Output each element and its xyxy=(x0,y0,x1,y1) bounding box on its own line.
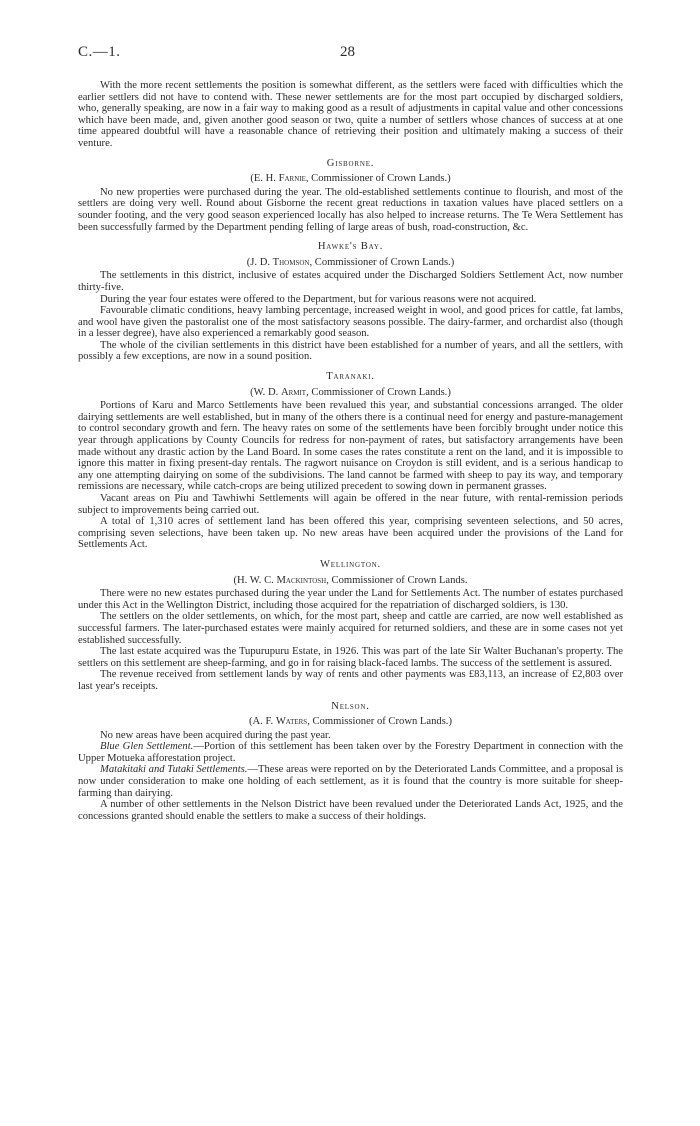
settlement-title: Blue Glen Settlement. xyxy=(100,741,194,753)
paragraph: A total of 1,310 acres of settlement land has been offered this year, comprising seventeen selections, and 50 acres, comprising seven selections, have been taken up. No new areas have been acquired under the provisions of the Land for Settlements Act. xyxy=(78,516,623,551)
section-heading-wellington: Wellington. xyxy=(320,558,381,570)
section-heading-taranaki: Taranaki. xyxy=(326,371,375,383)
report-code: C.—1. xyxy=(78,44,121,60)
intro-paragraph: With the more recent settlements the position is somewhat different, as the settlers were faced with difficulties which the earlier settlers did not have to contend with. These newer settlements are for the most part occupied by discharged soldiers, who, generally speaking, are now in a fair way to making good as a result of adjustments in capital value and other concessions which have been made, and, given another good season or two, quite a number of settlers whose chances of success at at one time appeared doubtful will have a reasonable chance of retrieving their position and ultimately making a success of their venture. xyxy=(78,80,623,149)
paragraph: The whole of the civilian settlements in this district have been established for a number of years, and all the settlers, with possibly a few exceptions, are now in a sound position. xyxy=(78,339,623,363)
section-heading-nelson: Nelson. xyxy=(331,700,370,712)
commissioner-taranaki: (W. D. Armit, Commissioner of Crown Lands.) xyxy=(250,386,451,398)
paragraph: The settlers on the older settlements, on which, for the most part, sheep and cattle are carried, are now well established as successful farmers. The later-purchased estates were mainly acquired for returned soldiers, and these are in some cases not yet established successfully. xyxy=(78,611,623,646)
page-number: 28 xyxy=(340,44,355,60)
paragraph: Portions of Karu and Marco Settlements have been revalued this year, and substantial concessions arranged. The older dairying settlements are well established, but in many of the others there is a continual need for energy and pasture-management to control secondary growth and fern. The heavy rates on some of the settlements have been forcibly brought under notice this year through applications by County Councils for redress for non-payment of rates, but satisfactory arrangements have been made without any drastic action by the Land Board. In some cases the rates constitute a rent on the land, and it is impossible to ignore this matter in fixing present-day rentals. The ragwort nuisance on Croydon is still evident, and is a serious handicap to any one attempting dairying on some of the subdivisions. The land cannot be farmed with sheep to pay its way, and temporary remissions are necessary, while catch-crops are being utilized precedent to sowing down in permanent grasses. xyxy=(78,400,623,493)
paragraph: No new properties were purchased during the year. The old-established settlements continue to flourish, and most of the settlers are doing very well. Round about Gisborne the recent great reductions in taxation values have placed settlers on a sounder footing, and the very good season experienced locally has also helped to increase returns. The Te Wera Settlement has been successfully farmed by the Department pending felling of large areas of bush, road-construction, &c. xyxy=(78,186,623,233)
settlement-title: Matakitaki and Tutaki Settlements. xyxy=(100,764,248,776)
paragraph: A number of other settlements in the Nelson District have been revalued under the Deteriorated Lands Act, 1925, and the concessions granted should enable the settlers to make a success of their holdings. xyxy=(78,799,623,822)
paragraph: Blue Glen Settlement.—Portion of this settlement has been taken over by the Forestry Department in connection with the Upper Motueka afforestation project. xyxy=(78,741,623,764)
paragraph: The settlements in this district, inclusive of estates acquired under the Discharged Soldiers Settlement Act, now number thirty-five. xyxy=(78,270,623,293)
section-heading-hawkes-bay: Hawke's Bay. xyxy=(317,241,384,253)
commissioner-wellington: (H. W. C. Mackintosh, Commissioner of Crown Lands. xyxy=(233,574,468,586)
paragraph: Favourable climatic conditions, heavy lambing percentage, increased weight in wool, and good prices for cattle, fat lambs, and wool have given the pastoralist one of the most satisfactory seasons possible. The dairy-farmer, and orchardist also (though in a lesser degree), have also experienced a remarkably good season. xyxy=(78,305,623,340)
paragraph: Vacant areas on Piu and Tawhiwhi Settlements will again be offered in the near future, with rental-remission periods subject to improvements being carried out. xyxy=(78,493,623,516)
commissioner-nelson: (A. F. Waters, Commissioner of Crown Lands.) xyxy=(248,716,452,728)
paragraph: During the year four estates were offered to the Department, but for various reasons were not acquired. xyxy=(100,293,537,305)
paragraph: There were no new estates purchased during the year under the Land for Settlements Act. The number of estates purchased under this Act in the Wellington District, including those acquired for the repatriation of discharged soldiers, is 130. xyxy=(78,588,623,611)
commissioner-hawkes-bay: (J. D. Thomson, Commissioner of Crown Lands.) xyxy=(246,256,455,268)
section-heading-gisborne: Gisborne. xyxy=(326,157,375,169)
paragraph: Matakitaki and Tutaki Settlements.—These areas were reported on by the Deteriorated Lands Committee, and a proposal is now under consideration to make one holding of each settlement, as it is found that the country is more suitable for sheep-farming than dairying. xyxy=(78,764,623,799)
paragraph: The last estate acquired was the Tupurupuru Estate, in 1926. This was part of the late Sir Walter Buchanan's property. The settlers on this settlement are sheep-farming, and go in for raising black-faced lambs. The success of the settlement is assured. xyxy=(78,646,623,669)
commissioner-gisborne: (E. H. Farnie, Commissioner of Crown Lands.) xyxy=(250,173,451,185)
paragraph: The revenue received from settlement lands by way of rents and other payments was £83,113, an increase of £2,803 over last year's receipts. xyxy=(78,669,623,692)
paragraph: No new areas have been acquired during the past year. xyxy=(100,729,331,741)
document-body xyxy=(78,80,623,822)
